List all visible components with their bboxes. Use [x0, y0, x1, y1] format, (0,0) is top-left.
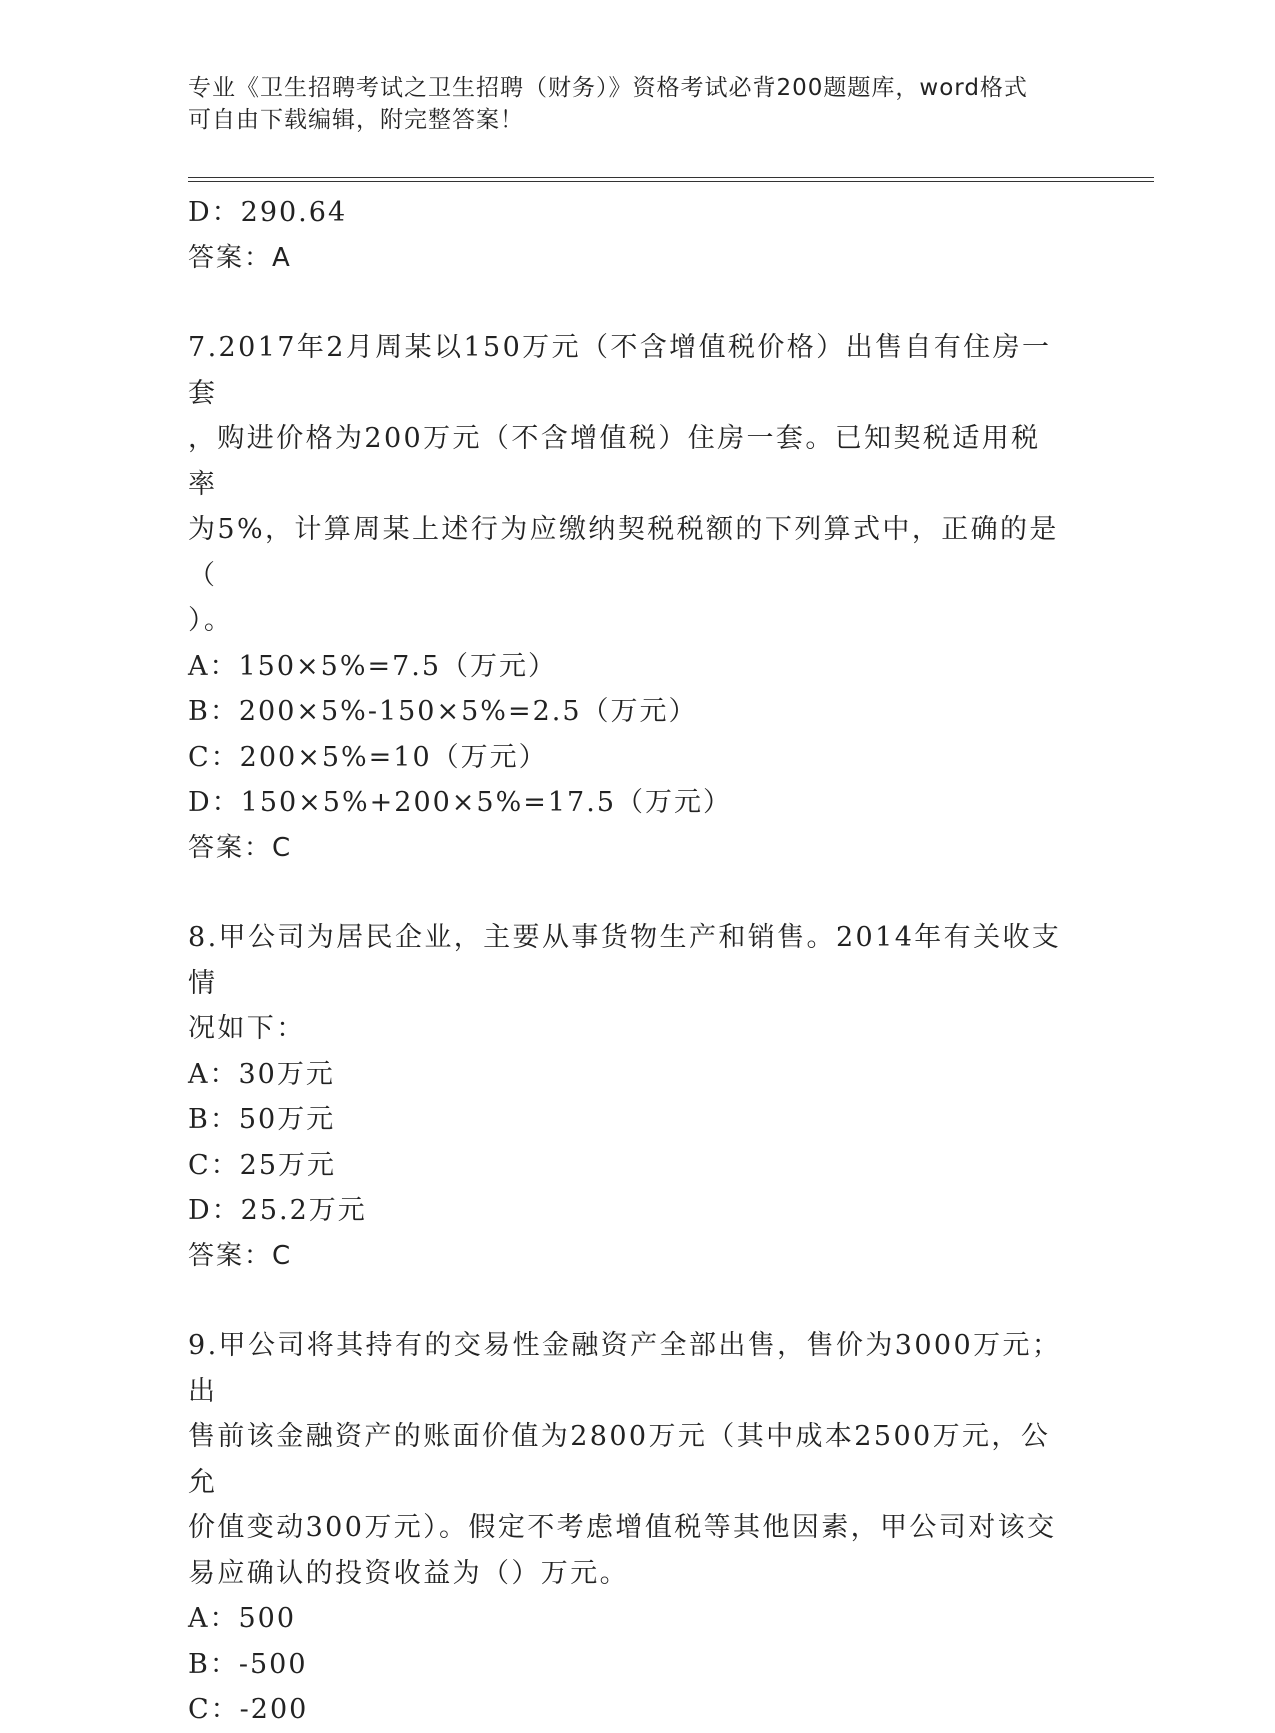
- question-9-line-2: 售前该金融资产的账面价值为2800万元（其中成本2500万元，公允: [188, 1421, 1051, 1498]
- header-divider-bottom: [188, 181, 1154, 182]
- question-7-line-1: 7.2017年2月周某以150万元（不含增值税价格）出售自有住房一套: [188, 332, 1052, 409]
- document-body: [188, 190, 1068, 1733]
- question-9-option-b: B：-500: [188, 1648, 308, 1680]
- question-8: [188, 915, 1068, 1279]
- header-divider-top: [188, 177, 1154, 178]
- question-7-line-2: ，购进价格为200万元（不含增值税）住房一套。已知契税适用税率: [188, 423, 1041, 500]
- page-header: [188, 72, 1068, 136]
- header-title-line-2: 可自由下载编辑，附完整答案！: [188, 107, 524, 133]
- question-7-option-a: A：150×5%=7.5（万元）: [188, 650, 558, 682]
- question-8-line-2: 况如下：: [188, 1013, 306, 1044]
- question-8-line-1: 8.甲公司为居民企业，主要从事货物生产和销售。2014年有关收支情: [188, 922, 1062, 999]
- header-title-line-1: 专业《卫生招聘考试之卫生招聘（财务）》资格考试必背200题题库，word格式: [188, 75, 1028, 101]
- question-8-option-a: A：30万元: [188, 1058, 335, 1090]
- question-7-line-3: 为5%，计算周某上述行为应缴纳契税税额的下列算式中，正确的是（: [188, 514, 1059, 591]
- question-8-option-b: B：50万元: [188, 1104, 336, 1135]
- question-7-line-4: ）。: [188, 605, 234, 636]
- question-8-option-d: D：25.2万元: [188, 1195, 367, 1226]
- question-7-option-d: D：150×5%+200×5%=17.5（万元）: [188, 787, 732, 818]
- question-8-answer: 答案：C: [188, 1240, 293, 1271]
- question-9-option-a: A：500: [188, 1603, 297, 1634]
- question-9: [188, 1323, 1068, 1733]
- question-7-option-c: C：200×5%=10（万元）: [188, 741, 548, 773]
- spacer: [188, 281, 1068, 325]
- question-9-option-c: C：-200: [188, 1694, 309, 1725]
- prev-answer: 答案：A: [188, 242, 292, 273]
- spacer: [188, 1279, 1068, 1323]
- question-7: [188, 325, 1068, 871]
- prev-option-d: D：290.64: [188, 197, 348, 228]
- question-9-line-4: 易应确认的投资收益为（）万元。: [188, 1557, 629, 1589]
- question-7-option-b: B：200×5%-150×5%=2.5（万元）: [188, 696, 698, 727]
- question-7-answer: 答案：C: [188, 832, 293, 863]
- question-9-line-1: 9.甲公司将其持有的交易性金融资产全部出售，售价为3000万元；出: [188, 1330, 1062, 1407]
- question-8-option-c: C：25万元: [188, 1149, 337, 1181]
- question-9-line-3: 价值变动300万元）。假定不考虑增值税等其他因素，甲公司对该交: [188, 1512, 1057, 1543]
- spacer: [188, 871, 1068, 915]
